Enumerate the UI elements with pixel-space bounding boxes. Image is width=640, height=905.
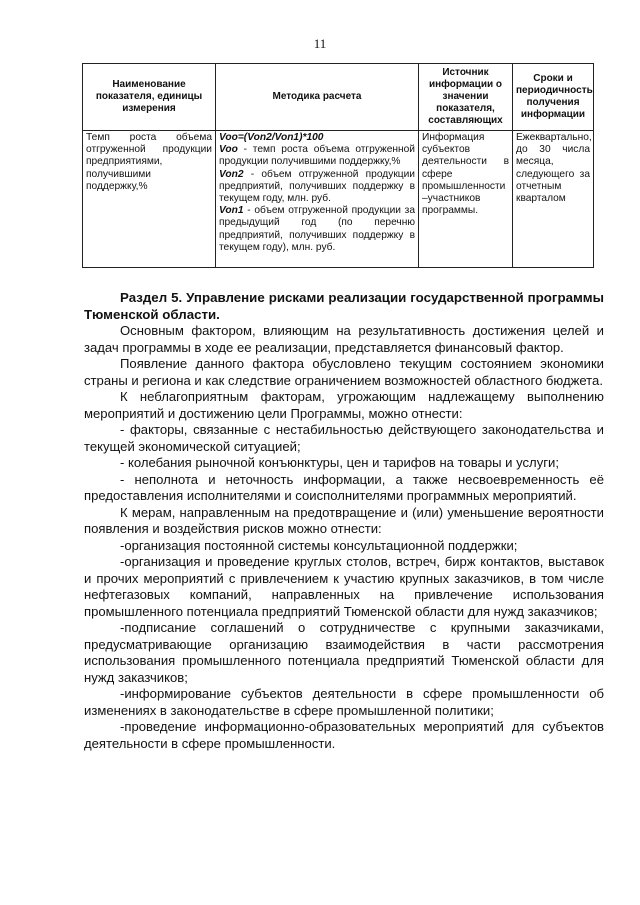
term-voo: Voo [219, 144, 238, 156]
paragraph: К неблагоприятным факторам, угрожающим надлежащему выполнению мероприятий и достижению цели Программы, можно отнести: [84, 389, 604, 421]
formula-line [219, 132, 415, 144]
definition-voo-text: - темп роста объема отгруженной продукции получившими поддержку,% [219, 144, 415, 168]
definition-von2-text: - объем отгруженной продукции предприятий, получивших поддержку в текущем году, млн. руб. [219, 168, 415, 205]
list-item: -организация постоянной системы консультационной поддержки; [120, 537, 518, 553]
paragraph: Основным фактором, влияющим на результативность достижения целей и задач программы в ходе ее реализации, представляется финансовый фактор. [84, 323, 604, 355]
header-period: Сроки и периодичность получения информации [513, 64, 594, 131]
list-item: - колебания рыночной конъюнктуры, цен и тарифов на товары и услуги; [120, 455, 559, 470]
list-item: -информирование субъектов деятельности в сфере промышленности об изменениях в законодательстве в сфере промышленной политики; [84, 686, 604, 718]
list-item: - факторы, связанные с нестабильностью действующего законодательства и текущей экономической ситуацией; [84, 422, 604, 454]
list-item: - неполнота и неточность информации, а также несвоевременность её предоставления исполнителями и соисполнителями программных мероприятий. [84, 471, 604, 503]
paragraph: К мерам, направленным на предотвращение и (или) уменьшение вероятности появления и воздействия рисков можно отнести: [84, 504, 604, 536]
page-number: 11 [313, 36, 327, 51]
cell-information-source: Информация субъектов деятельности в сфере промышленности –участников программы. [419, 131, 513, 268]
table-row [83, 131, 594, 268]
cell-indicator-name: Темп роста объема отгруженной продукции предприятиями, получившими поддержку,% [83, 131, 216, 268]
definition-von1-text: - объем отгруженной продукции за предыдущий год (по перечню предприятий, получивших поддержку в текущем году), млн. руб. [219, 205, 415, 253]
cell-period: Ежеквартально, до 30 числа месяца, следующего за отчетным кварталом [513, 131, 594, 268]
indicator-table [82, 63, 594, 268]
formula: Voo=(Von2/Von1)*100 [219, 132, 324, 143]
list-item: -организация и проведение круглых столов, встреч, бирж контактов, выставок и прочих мероприятий с привлечением к участию крупных заказчиков, в том числе нефтегазовых компаний, направленных на привлечение использования промышленного потенциала предприятий Тюменской области для нужд заказчиков; [84, 554, 604, 619]
risk-management-section [84, 290, 604, 752]
definition-voo [219, 144, 415, 168]
list-item: -проведение информационно-образовательных мероприятий для субъектов деятельности в сфере промышленности. [84, 719, 604, 751]
term-von1: Von1 [219, 205, 244, 217]
header-calculation-method: Методика расчета [216, 64, 419, 131]
definition-von1 [219, 205, 415, 254]
cell-calculation-method [216, 131, 419, 268]
header-indicator-name: Наименование показателя, единицы измерения [83, 64, 216, 131]
term-von2: Von2 [219, 168, 244, 180]
definition-von2 [219, 169, 415, 206]
table-header-row [83, 64, 594, 131]
paragraph: Появление данного фактора обусловлено текущим состоянием экономики страны и региона и как следствие ограничением возможностей областного бюджета. [84, 356, 604, 388]
list-item: -подписание соглашений о сотрудничестве с крупными заказчиками, предусматривающие организацию взаимодействия в части рассмотрения использования промышленного потенциала предприятий Тюменской области для нужд заказчиков; [84, 620, 604, 685]
header-information-source: Источник информации о значении показателя, составляющих [419, 64, 513, 131]
section-title: Раздел 5. Управление рисками реализации государственной программы Тюменской области. [84, 290, 604, 322]
